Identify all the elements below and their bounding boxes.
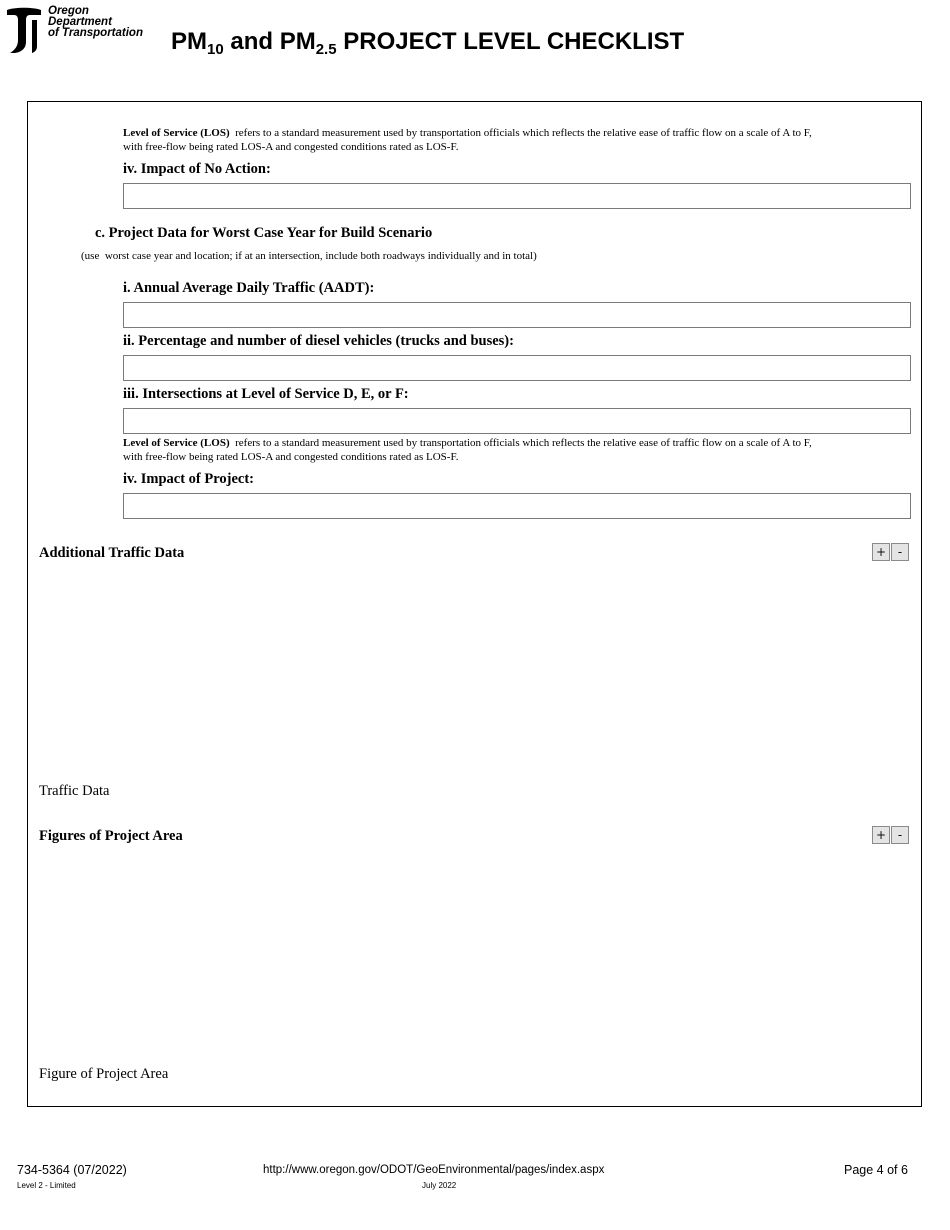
los-note-text: refers to a standard measurement used by transportation officials which reflects the relative ease of traffic flow on a scale of A to F, — [229, 437, 812, 449]
los-note-term: Level of Service (LOS) — [123, 437, 230, 449]
los-note-text: with free-flow being rated LOS-A and congested conditions rated as LOS-F. — [123, 451, 459, 463]
title-and: and PM — [223, 28, 316, 55]
question-intersections-los: iii. Intersections at Level of Service D, E, or F: — [123, 386, 409, 402]
section-c-note: (use worst case year and location; if at an intersection, include both roadways individually and in total) — [81, 250, 537, 262]
impact-no-action-field[interactable] — [123, 183, 911, 209]
diesel-vehicles-field[interactable] — [123, 355, 911, 381]
title-subscript: 10 — [207, 41, 224, 58]
traffic-data-controls — [872, 543, 909, 561]
title-rest: PROJECT LEVEL CHECKLIST — [336, 28, 685, 55]
figure-image-area[interactable] — [39, 855, 911, 1060]
figure-caption: Figure of Project Area — [39, 1066, 169, 1082]
los-note — [123, 126, 913, 154]
footer-date: July 2022 — [422, 1181, 457, 1190]
remove-traffic-data-button[interactable]: - — [891, 543, 909, 561]
question-impact-project: iv. Impact of Project: — [123, 471, 254, 487]
los-note-text: refers to a standard measurement used by transportation officials which reflects the relative ease of traffic flow on a scale of A to F, — [229, 127, 812, 139]
agency-line: Oregon — [48, 5, 89, 17]
question-aadt: i. Annual Average Daily Traffic (AADT): — [123, 280, 375, 296]
question-diesel-vehicles: ii. Percentage and number of diesel vehicles (trucks and buses): — [123, 333, 514, 349]
agency-line: Department — [48, 16, 112, 28]
section-c-heading: c. Project Data for Worst Case Year for Build Scenario — [95, 225, 433, 241]
agency-line: of Transportation — [48, 27, 143, 39]
page-number: Page 4 of 6 — [844, 1163, 908, 1177]
access-level: Level 2 - Limited — [17, 1181, 76, 1190]
figures-heading: Figures of Project Area — [39, 828, 183, 844]
form-frame — [27, 101, 922, 1107]
title-pm: PM — [171, 28, 207, 55]
traffic-data-image-area[interactable] — [39, 572, 911, 777]
add-figure-button[interactable]: + — [872, 826, 890, 844]
los-note-term: Level of Service (LOS) — [123, 127, 230, 139]
odot-logo — [6, 6, 42, 54]
los-note — [123, 436, 913, 464]
question-impact-no-action: iv. Impact of No Action: — [123, 161, 271, 177]
form-number: 734-5364 (07/2022) — [17, 1163, 127, 1177]
remove-figure-button[interactable]: - — [891, 826, 909, 844]
footer-url[interactable]: http://www.oregon.gov/ODOT/GeoEnvironmental/pages/index.aspx — [263, 1164, 605, 1176]
title-subscript: 2.5 — [315, 41, 337, 58]
impact-project-field[interactable] — [123, 493, 911, 519]
aadt-field[interactable] — [123, 302, 911, 328]
document-title — [171, 28, 684, 56]
traffic-data-caption: Traffic Data — [39, 783, 110, 799]
additional-traffic-heading: Additional Traffic Data — [39, 545, 185, 561]
add-traffic-data-button[interactable]: + — [872, 543, 890, 561]
agency-name — [48, 6, 143, 39]
intersections-los-field[interactable] — [123, 408, 911, 434]
los-note-text: with free-flow being rated LOS-A and congested conditions rated as LOS-F. — [123, 141, 459, 153]
figures-controls — [872, 826, 909, 844]
